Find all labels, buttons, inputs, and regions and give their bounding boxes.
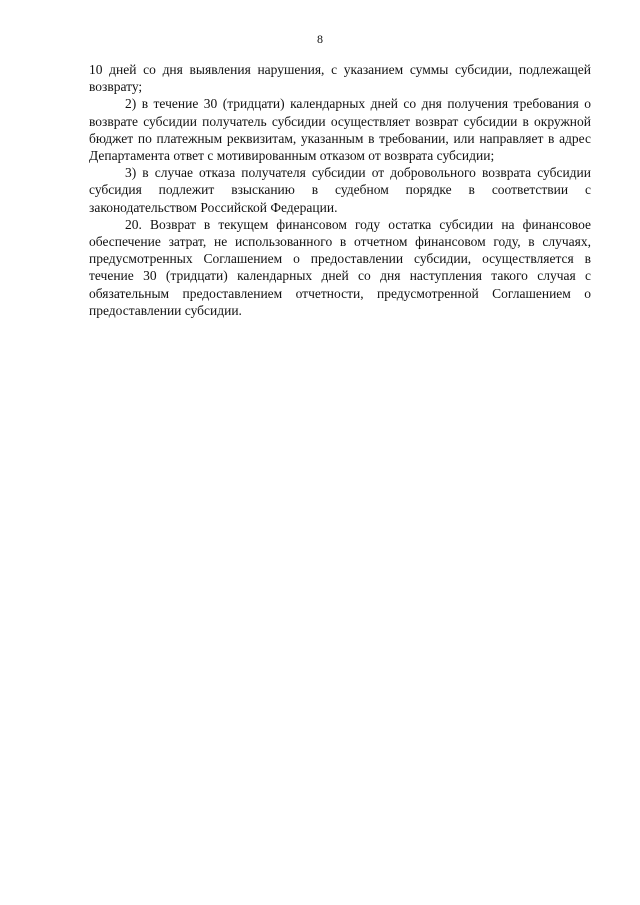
document-body <box>89 61 591 319</box>
page-number: 8 <box>317 32 323 46</box>
paragraph-clause-20: 20. Возврат в текущем финансовом году остатка субсидии на финансовое обеспечение затрат, не использованного в отчетном финансовом году, в случаях, предусмотренных Соглашением о предоставлении субсидии, осуществляется в течение 30 (тридцати) календарных дней со дня наступления такого случая с обязательным предоставлением отчетности, предусмотренной Соглашением о предоставлении субсидии. <box>89 216 591 318</box>
paragraph-item-2: 2) в течение 30 (тридцати) календарных дней со дня получения требования о возврате субсидии получатель субсидии осуществляет возврат субсидии в окружной бюджет по платежным реквизитам, указанным в требовании, или направляет в адрес Департамента ответ с мотивированным отказом от возврата субсидии; <box>89 96 591 164</box>
paragraph-continuation: 10 дней со дня выявления нарушения, с указанием суммы субсидии, подлежащей возврату; <box>89 62 591 95</box>
paragraph-item-3: 3) в случае отказа получателя субсидии от добровольного возврата субсидии субсидия подлежит взысканию в судебном порядке в соответствии с законодательством Российской Федерации. <box>89 165 591 215</box>
